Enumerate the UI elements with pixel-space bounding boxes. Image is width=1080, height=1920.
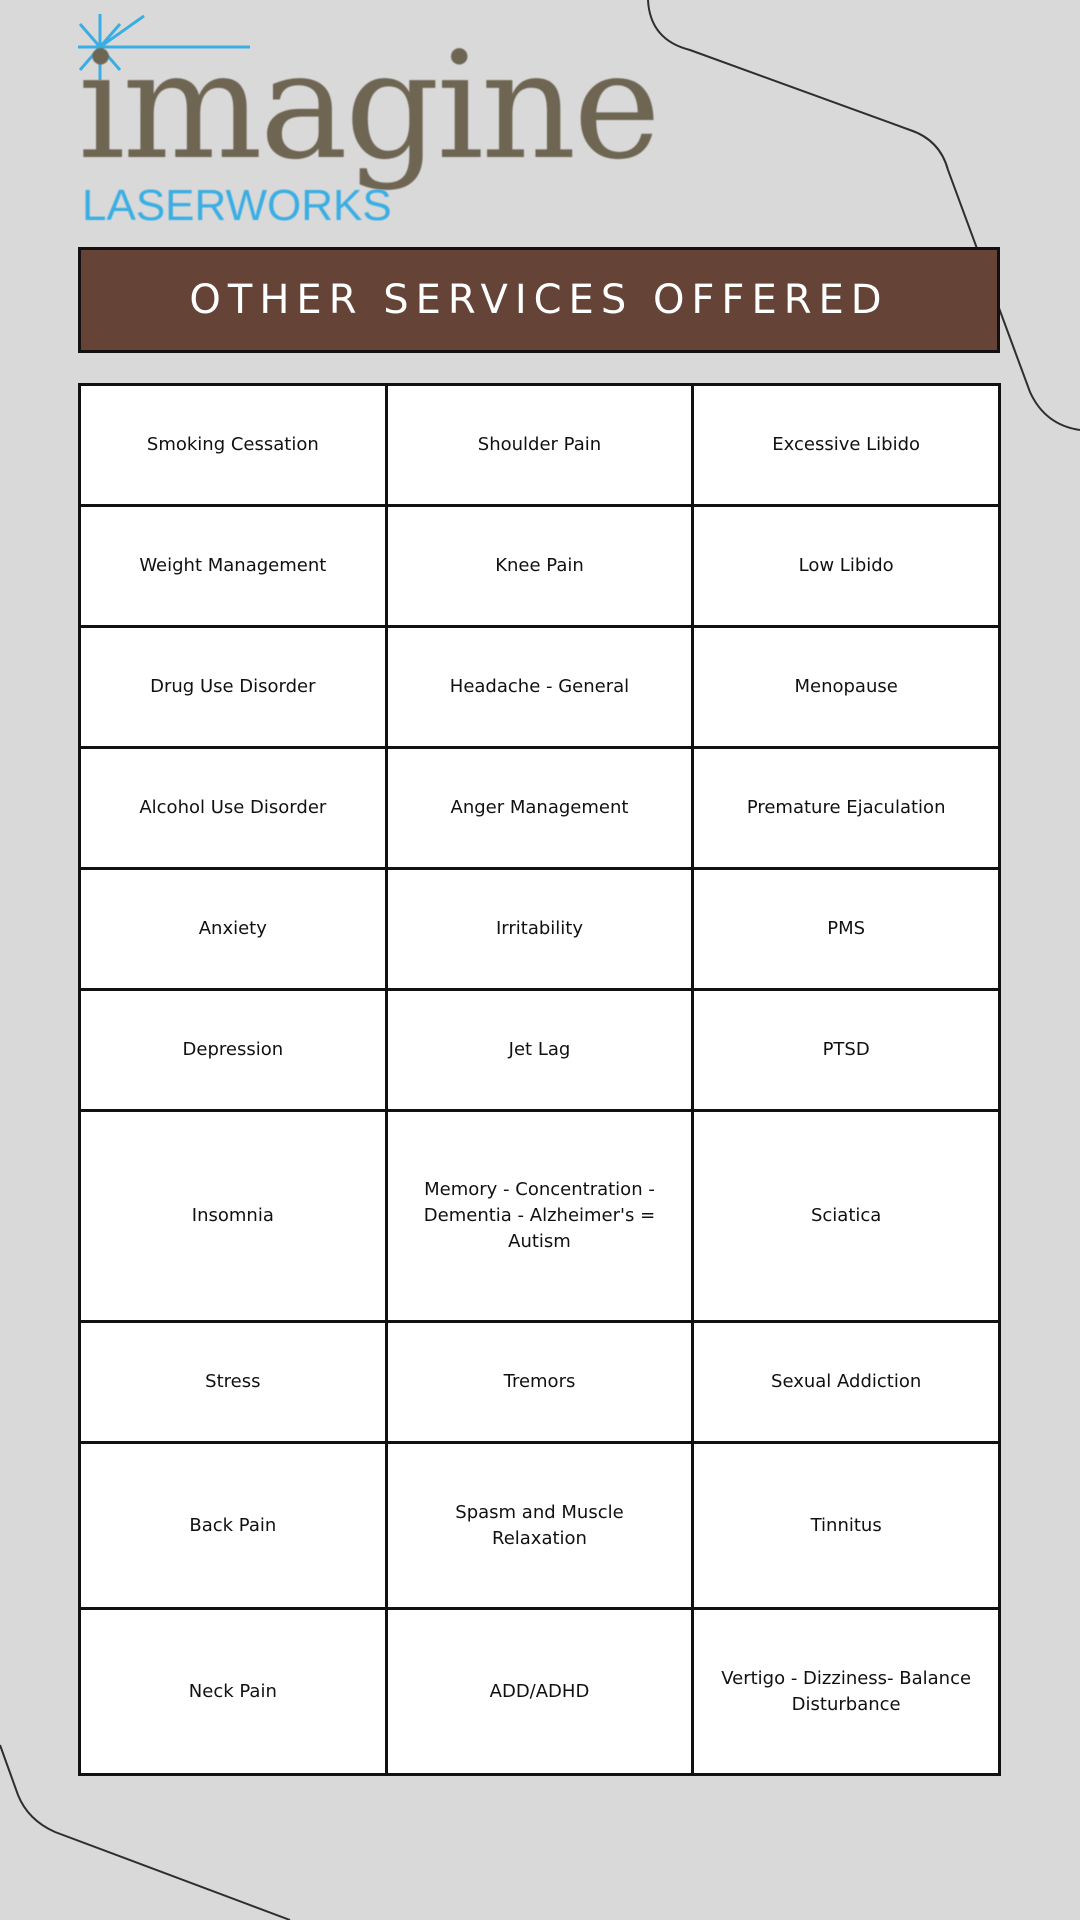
company-logo — [78, 12, 658, 230]
table-row — [80, 627, 1000, 748]
service-cell: Tinnitus — [693, 1443, 1000, 1609]
table-row — [80, 1111, 1000, 1322]
service-cell: Low Libido — [693, 506, 1000, 627]
service-cell: Neck Pain — [80, 1609, 387, 1775]
service-cell: Tremors — [386, 1322, 693, 1443]
table-row — [80, 506, 1000, 627]
service-cell: Menopause — [693, 627, 1000, 748]
service-cell: Insomnia — [80, 1111, 387, 1322]
section-banner — [78, 247, 1000, 353]
services-table — [78, 383, 1001, 1776]
service-cell: Memory - Concentration - Dementia - Alzheimer's = Autism — [386, 1111, 693, 1322]
service-cell: Knee Pain — [386, 506, 693, 627]
service-cell: Vertigo - Dizziness- Balance Disturbance — [693, 1609, 1000, 1775]
service-cell: Sciatica — [693, 1111, 1000, 1322]
service-cell: Irritability — [386, 869, 693, 990]
service-cell: Shoulder Pain — [386, 385, 693, 506]
service-cell: Jet Lag — [386, 990, 693, 1111]
logo-subtitle: LASERWORKS — [82, 181, 392, 230]
service-cell: Headache - General — [386, 627, 693, 748]
service-cell: ADD/ADHD — [386, 1609, 693, 1775]
service-cell: Excessive Libido — [693, 385, 1000, 506]
logo-wordmark: imagine — [78, 20, 658, 192]
service-cell: Depression — [80, 990, 387, 1111]
service-cell: Stress — [80, 1322, 387, 1443]
service-cell: PTSD — [693, 990, 1000, 1111]
table-row — [80, 1443, 1000, 1609]
service-cell: Alcohol Use Disorder — [80, 748, 387, 869]
table-row — [80, 990, 1000, 1111]
service-cell: Anxiety — [80, 869, 387, 990]
service-cell: Premature Ejaculation — [693, 748, 1000, 869]
table-row — [80, 1609, 1000, 1775]
table-row — [80, 1322, 1000, 1443]
service-cell: Weight Management — [80, 506, 387, 627]
service-cell: Back Pain — [80, 1443, 387, 1609]
service-cell: Anger Management — [386, 748, 693, 869]
table-row — [80, 748, 1000, 869]
service-cell: Smoking Cessation — [80, 385, 387, 506]
service-cell: Sexual Addiction — [693, 1322, 1000, 1443]
service-cell: PMS — [693, 869, 1000, 990]
table-row — [80, 869, 1000, 990]
banner-title: OTHER SERVICES OFFERED — [189, 277, 889, 323]
service-cell: Spasm and Muscle Relaxation — [386, 1443, 693, 1609]
service-cell: Drug Use Disorder — [80, 627, 387, 748]
table-row — [80, 385, 1000, 506]
